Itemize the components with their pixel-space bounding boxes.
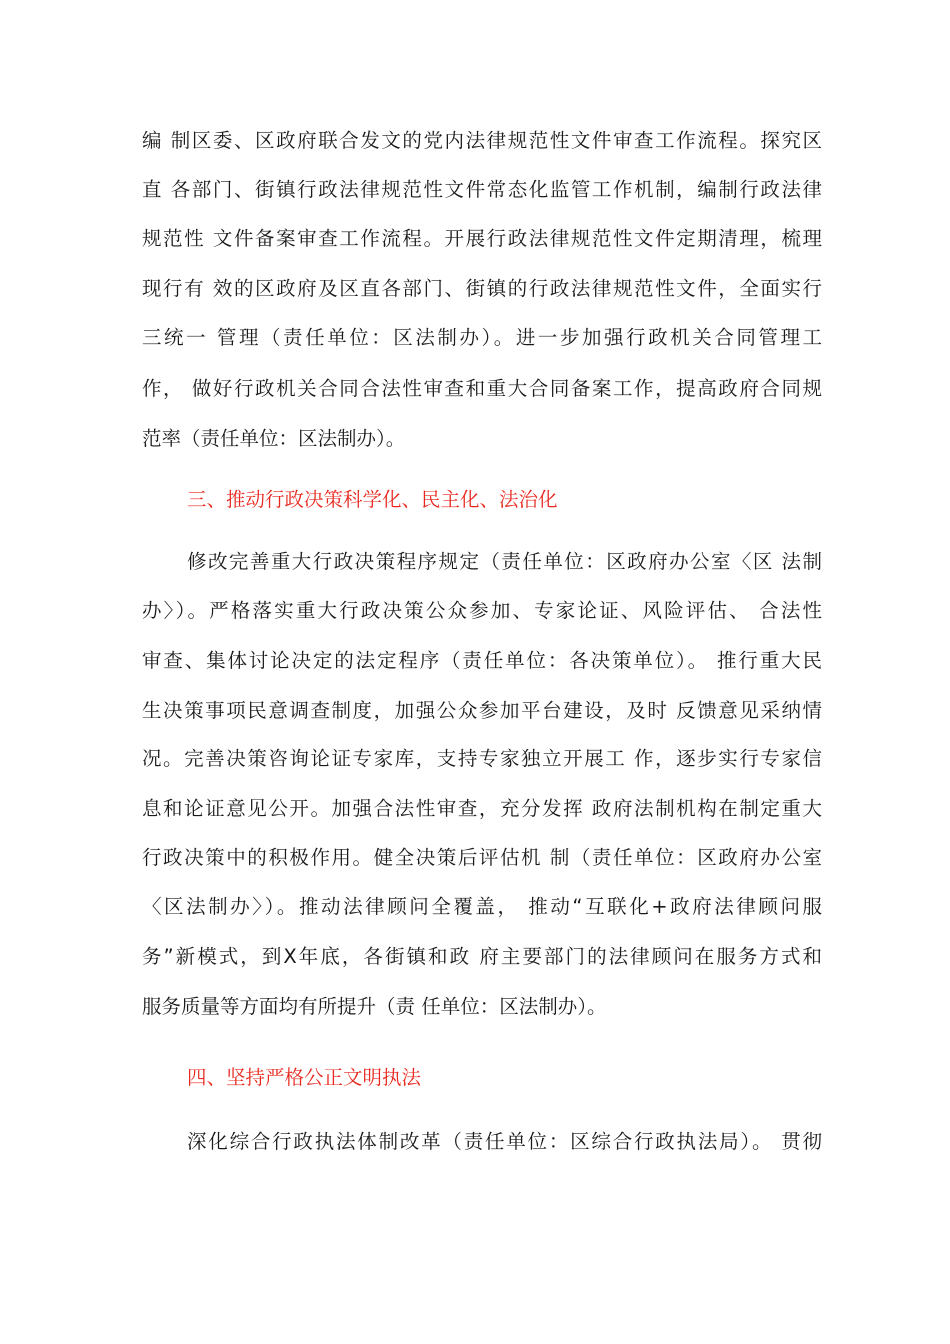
paragraph-line: 三统一 管理（责任单位：区法制办）。进一步加强行政机关合同管理工 [142, 326, 822, 349]
section-heading: 三、推动行政决策科学化、民主化、法治化 [187, 488, 558, 511]
paragraph-line: 办〉）。严格落实重大行政决策公众参加、专家论证、风险评估、 合法性 [142, 599, 822, 622]
paragraph-line: 服务质量等方面均有所提升（责 任单位：区法制办）。 [142, 995, 607, 1018]
paragraph-line: 编 制区委、区政府联合发文的党内法律规范性文件审查工作流程。探究区 [142, 129, 822, 152]
paragraph-line: 审查、集体讨论决定的法定程序（责任单位：各决策单位）。 推行重大民 [142, 649, 822, 672]
paragraph-line: 息和论证意见公开。加强合法性审查，充分发挥 政府法制机构在制定重大 [142, 797, 822, 820]
paragraph-line: 况。完善决策咨询论证专家库，支持专家独立开展工 作，逐步实行专家信 [142, 747, 822, 770]
paragraph-line: 规范性 文件备案审查工作流程。开展行政法律规范性文件定期清理，梳理 [142, 227, 822, 250]
paragraph-line: 〈区法制办〉）。推动法律顾问全覆盖， 推动“互联化+政府法律顾问服 [142, 895, 822, 918]
paragraph-line: 修改完善重大行政决策程序规定（责任单位：区政府办公室〈区 法制 [187, 550, 822, 573]
paragraph-line: 行政决策中的积极作用。健全决策后评估机 制（责任单位：区政府办公室 [142, 846, 822, 869]
paragraph-line: 范率（责任单位：区法制办）。 [142, 427, 406, 450]
paragraph-line: 生决策事项民意调查制度，加强公众参加平台建设，及时 反馈意见采纳情 [142, 699, 822, 722]
paragraph-line: 深化综合行政执法体制改革（责任单位：区综合行政执法局）。 贯彻 [187, 1130, 822, 1153]
paragraph-line: 作， 做好行政机关合同合法性审查和重大合同备案工作，提高政府合同规 [142, 377, 822, 400]
section-heading: 四、坚持严格公正文明执法 [187, 1066, 422, 1089]
paragraph-line: 现行有 效的区政府及区直各部门、街镇的行政法律规范性文件，全面实行 [142, 277, 822, 300]
paragraph-line: 直 各部门、街镇行政法律规范性文件常态化监管工作机制，编制行政法律 [142, 178, 822, 201]
paragraph-line: 务”新模式，到X年底，各街镇和政 府主要部门的法律顾问在服务方式和 [142, 945, 822, 968]
